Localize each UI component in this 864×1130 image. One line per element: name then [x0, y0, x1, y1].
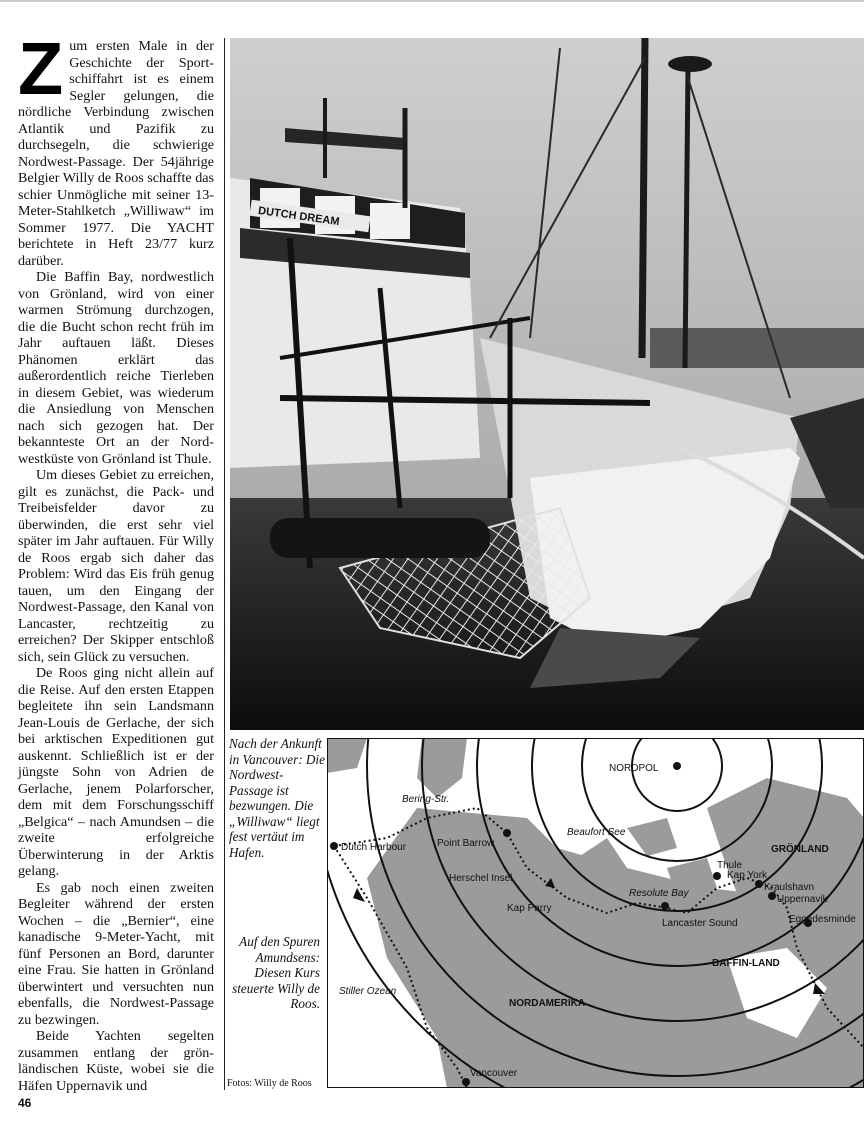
page-number: 46: [18, 1096, 32, 1110]
yacht-photo: [230, 38, 864, 730]
article-paragraph: Die Baffin Bay, nordwestlich von Grönland, wird von einer warmen Strömung durchzogen, die die Bucht schon recht früh im Jahr auftauen läßt. Dieses Phänomen erklärt das außerordentlich reiche Tierleben in diesem Gebiet, was wiederum die Ansiedlung von Menschen nach sich gezogen hat. Der bekannteste Ort an der Nordwestküste von Grönland ist Thule.: [18, 269, 214, 467]
column-divider: [224, 38, 225, 1090]
label-nordamerika: NORDAMERIKA: [509, 998, 586, 1009]
route-map: [327, 738, 864, 1088]
label-vancouver: Vancouver: [470, 1068, 518, 1079]
label-stiller-ozean: Stiller Ozean: [339, 986, 397, 997]
article-paragraph: De Roos ging nicht allein auf die Reise. Auf den ersten Etappen begleitete ihn sein Landsmann Jean-Louis de Gerlache, der sich bei arktischen Expeditionen gut auskennt. Schließlich ist er der jüngste Sohn von Adrien de Gerlache, jenem Polarforscher, dem mit dem Forschungsschiff „Belgica“ – nach Amundsen – die zweite erfolgreiche Überwinterung in der Arktis gelang.: [18, 665, 214, 879]
label-nordpol: NORDPOL: [609, 763, 659, 774]
article-paragraph: Es gab noch einen zweiten Begleiter während der ersten Wochen – die „Bernier“, eine kanadische 9-Meter-Yacht, mit fünf Personen an Bord, darunter eine Frau. Sie hatten in Grönland überwintert und versuchten nun ebenfalls, die Nordwest-Passage zu bezwingen.: [18, 879, 214, 1028]
yacht-photo-illustration: [230, 38, 864, 730]
article-paragraph: Beide Yachten segelten zusammen entlang der grönländischen Küste, wobei sie die Häfen Uppernavik und: [18, 1028, 214, 1094]
label-uppernavik: Uppernavik: [777, 894, 828, 905]
label-point-barrow: Point Barrow: [437, 838, 495, 849]
label-eggedesminde: Eggedesminde: [789, 914, 856, 925]
map-caption: Auf den Spuren Amundsens: Diesen Kurs steuerte Willy de Roos.: [232, 934, 320, 1011]
route-map-illustration: [327, 738, 864, 1088]
label-groenland: GRÖNLAND: [771, 844, 829, 855]
article-text-column: [18, 27, 214, 1094]
label-herschel: Herschel Insel: [449, 873, 513, 884]
label-resolute: Resolute Bay: [629, 888, 689, 899]
label-beaufort: Beaufort See: [567, 827, 626, 838]
article-paragraph: Um dieses Gebiet zu erreichen, gilt es zunächst, die Pack- und Treibeisfelder davor zu überwinden, die erst sehr viel später im Jahr auftauen. Für Willy de Roos ergab sich daher das Problem: Wird das Eis früh genug tauen, um den Eingang der Nordwest-Passage, den Kanal von Lancaster, rechtzeitig zu erreichen? Der Skipper entschloß sich, sein Glück zu versuchen.: [18, 467, 214, 665]
label-lancaster: Lancaster Sound: [662, 918, 738, 929]
article-paragraph: [18, 27, 214, 269]
label-kraulshavn: Kraulshavn: [764, 882, 815, 893]
label-kap-york: Kap York: [727, 870, 768, 881]
photo-caption: Nach der Ankunft in Vancouver: Die Nordwest-Passage ist bezwungen. Die „Williwaw“ liegt fest vertäut im Hafen.: [229, 736, 325, 860]
label-baffin: BAFFIN-LAND: [712, 958, 780, 969]
label-bering: Bering-Str.: [402, 794, 450, 805]
label-dutch-harbour: Dutch Harbour: [341, 842, 407, 853]
label-kap-parry: Kap Parry: [507, 903, 552, 914]
photo-credit: Fotos: Willy de Roos: [227, 1078, 312, 1089]
drop-cap: Z: [18, 27, 64, 110]
paragraph-text: um ersten Male in der Geschichte der Sportschiffahrt ist es einem Segler gelungen, die nördliche Verbindung zwischen Atlantik und Pazifik zu durchsegeln, die schwierige Nordwest-Passage. Der 54jährige Belgier Willy de Roos schaffte das schier Unmögliche mit seiner 13-Meter-Stahlketch „Williwaw“ im Sommer 1977. Die YACHT berichtete in Heft 23/77 kurz darüber.: [18, 38, 214, 269]
label-thule: Thule: [717, 860, 743, 871]
top-edge: [0, 0, 864, 2]
hull-name: DUTCH DREAM: [257, 204, 341, 229]
